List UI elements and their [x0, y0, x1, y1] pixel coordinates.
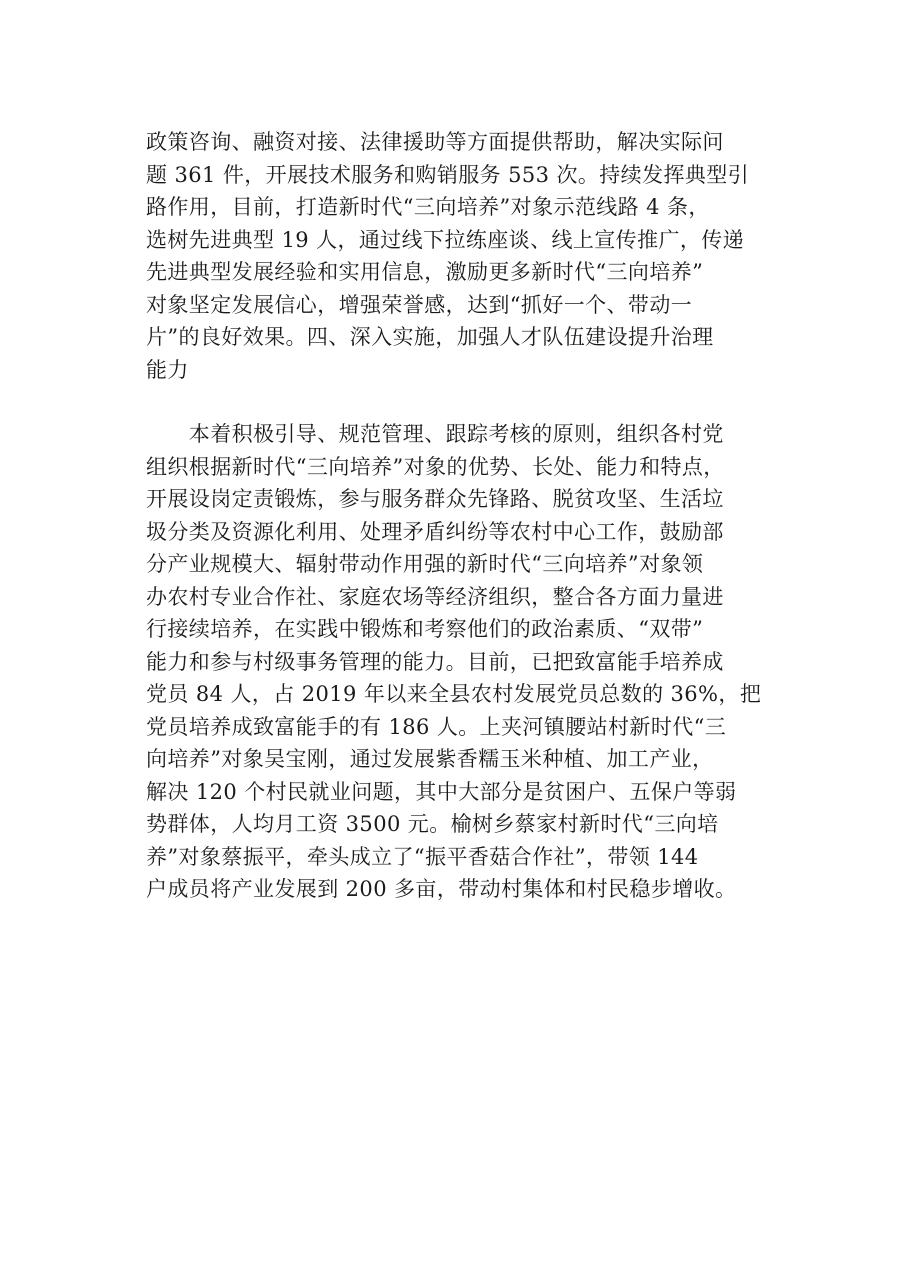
text-line: 片”的良好效果。四、深入实施，加强人才队伍建设提升治理 — [146, 325, 714, 349]
text-line: 圾分类及资源化利用、处理矛盾纠纷等农村中心工作，鼓励部 — [146, 519, 724, 544]
text-line: 向培养”对象吴宝刚，通过发展紫香糯玉米种植、加工产业， — [146, 747, 714, 771]
text-line: 办农村专业合作社、家庭农场等经济组织，整合各方面力量进 — [146, 584, 724, 609]
text-line: 养”对象蔡振平，牵头成立了“振平香菇合作社”，带领 144 — [146, 844, 699, 869]
text-line: 行接续培养，在实践中锻炼和考察他们的政治素质、“双带” — [146, 617, 704, 641]
text-line: 本着积极引导、规范管理、跟踪考核的原则，组织各村党 — [146, 422, 724, 446]
paragraph-2 — [146, 418, 806, 906]
text-line: 先进典型发展经验和实用信息，激励更多新时代“三向培养” — [146, 260, 704, 284]
text-line: 户成员将产业发展到 200 多亩，带动村集体和村民稳步增收。 — [146, 877, 737, 901]
paragraph-1 — [146, 126, 806, 386]
text-line: 组织根据新时代“三向培养”对象的优势、长处、能力和特点， — [146, 454, 725, 479]
text-line: 能力 — [146, 357, 189, 382]
text-line: 题 361 件，开展技术服务和购销服务 553 次。持续发挥典型引 — [146, 162, 750, 187]
text-line: 政策咨询、融资对接、法律援助等方面提供帮助，解决实际问 — [146, 130, 724, 154]
text-line: 分产业规模大、辐射带动作用强的新时代“三向培养”对象领 — [146, 552, 704, 576]
text-line: 解决 120 个村民就业问题，其中大部分是贫困户、五保户等弱 — [146, 779, 737, 804]
text-line: 路作用，目前，打造新时代“三向培养”对象示范线路 4 条， — [146, 195, 710, 219]
text-line: 能力和参与村级事务管理的能力。目前，已把致富能手培养成 — [146, 649, 724, 674]
text-line: 选树先进典型 19 人，通过线下拉练座谈、线上宣传推广，传递 — [146, 227, 745, 252]
text-line: 党员 84 人，占 2019 年以来全县农村发展党员总数的 36%，把 — [146, 682, 762, 706]
text-line: 势群体，人均月工资 3500 元。榆树乡蔡家村新时代“三向培 — [146, 812, 719, 836]
text-line: 对象坚定发展信心，增强荣誉感，达到“抓好一个、带动一 — [146, 292, 693, 317]
text-line: 开展设岗定责锻炼，参与服务群众先锋路、脱贫攻坚、生活垃 — [146, 487, 724, 511]
text-line: 党员培养成致富能手的有 186 人。上夹河镇腰站村新时代“三 — [146, 714, 727, 739]
